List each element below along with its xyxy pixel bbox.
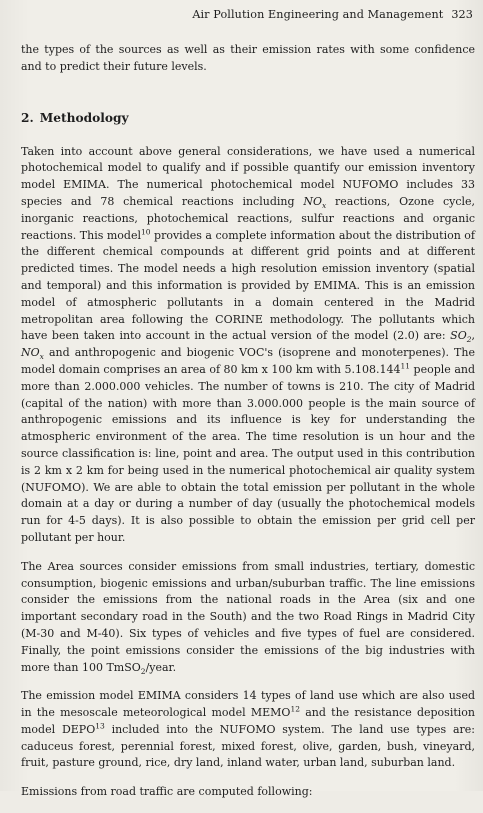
text-run: /year. xyxy=(145,660,177,674)
formula-subscript: x xyxy=(39,352,44,362)
text-run: The emission model EMIMA considers 14 types of land use which are also used in the mesoscale meteorological model MEMO xyxy=(21,689,475,720)
body-text xyxy=(21,42,475,813)
text-run: Taken into account above general considerations, we have used a numerical photochemical model to qualify and if possible quantify our emission inventory model EMIMA. The numerical photochemical model NUFOMO includes 33 species and 78 chemical reactions including xyxy=(21,144,475,208)
text-run: people and more than 2.000.000 vehicles. The number of towns is 210. The city of Madrid (capital of the nation) with more than 3.000.000 people is the main source of anthropogenic emissions and its influence is key for understanding the atmospheric environment of the area. The time resolution is un hour and the source classification is: line, point and area. The output used in this contribution is 2 km x 2 km for being used in the numerical photochemical air quality system (NUFOMO). We are able to obtain the total emission per pollutant in the whole domain at a day or during a number of day (usually the photochemical models run for 4-5 days). It is also possible to obtain the emission per grid cell per pollutant per hour. xyxy=(21,362,475,544)
formula-so2 xyxy=(450,329,472,345)
running-header xyxy=(192,8,473,21)
text-run: included into the NUFOMO system. The land use types are: caduceus forest, perennial forest, mixed forest, olive, garden, bush, vineyard, fruit, pasture ground, rice, dry land, inland water, urban land, suburban land. xyxy=(21,722,475,770)
text-run: provides a complete information about the distribution of the different chemical compounds at different grid points and at different predicted times. The model needs a high resolution emission inventory (spatial and temporal) and this information is provided by EMIMA. This is an emission model of atmospheric pollutants in a domain centered in the Madrid metropolitan area following the CORINE methodology. The pollutants which have been taken into account in the actual version of the model (2.0) are: xyxy=(21,228,475,343)
paragraph-model-description xyxy=(21,144,475,547)
text-run: and anthropogenic and biogenic VOC's (isoprene and monoterpenes). The model domain comprises an area of 80 km x 100 km with 5.108.144 xyxy=(21,346,475,376)
section-title: Methodology xyxy=(39,110,129,125)
formula-subscript: 2 xyxy=(466,335,472,345)
formula-nox xyxy=(21,346,44,362)
page-number: 323 xyxy=(451,8,473,21)
formula-main: NO xyxy=(303,194,322,208)
formula-main: SO xyxy=(450,329,467,343)
section-number: 2. xyxy=(21,110,34,125)
formula-subscript: 2 xyxy=(140,666,146,676)
reference-marker: 12 xyxy=(290,704,300,714)
formula-subscript: x xyxy=(321,201,327,211)
text-run: , xyxy=(471,329,475,343)
paragraph-land-use xyxy=(21,688,475,772)
reference-marker: 11 xyxy=(400,361,411,371)
reference-marker: 10 xyxy=(141,226,151,236)
text-run: and the resistance deposition model DEPO xyxy=(21,706,475,736)
reference-marker: 13 xyxy=(95,721,105,731)
journal-title: Air Pollution Engineering and Management xyxy=(192,8,444,21)
text-run: The Area sources consider emissions from small industries, tertiary, domestic consumption, biogenic emissions and urban/suburban traffic. The line emissions consider the emissions from the national roads in the Area (six and one important secondary road in the South) and the two Road Rings in Madrid City (M-30 and M-40). Six types of vehicles and five types of fuel are considered. Finally, the point emissions consider the emissions of the big industries with more than 100 TmSO xyxy=(21,559,475,674)
text-run: reactions, Ozone cycle, inorganic reactions, photochemical reactions, sulfur reactions and organic reactions. This model xyxy=(21,194,475,242)
formula-nox xyxy=(303,194,327,211)
paragraph-area-sources xyxy=(21,559,475,677)
intro-paragraph: the types of the sources as well as their emission rates with some confidence and to predict their future levels. xyxy=(21,43,475,73)
section-heading xyxy=(21,110,475,126)
paragraph-road-traffic: Emissions from road traffic are computed following: xyxy=(21,785,313,799)
formula-main: NO xyxy=(21,346,40,360)
